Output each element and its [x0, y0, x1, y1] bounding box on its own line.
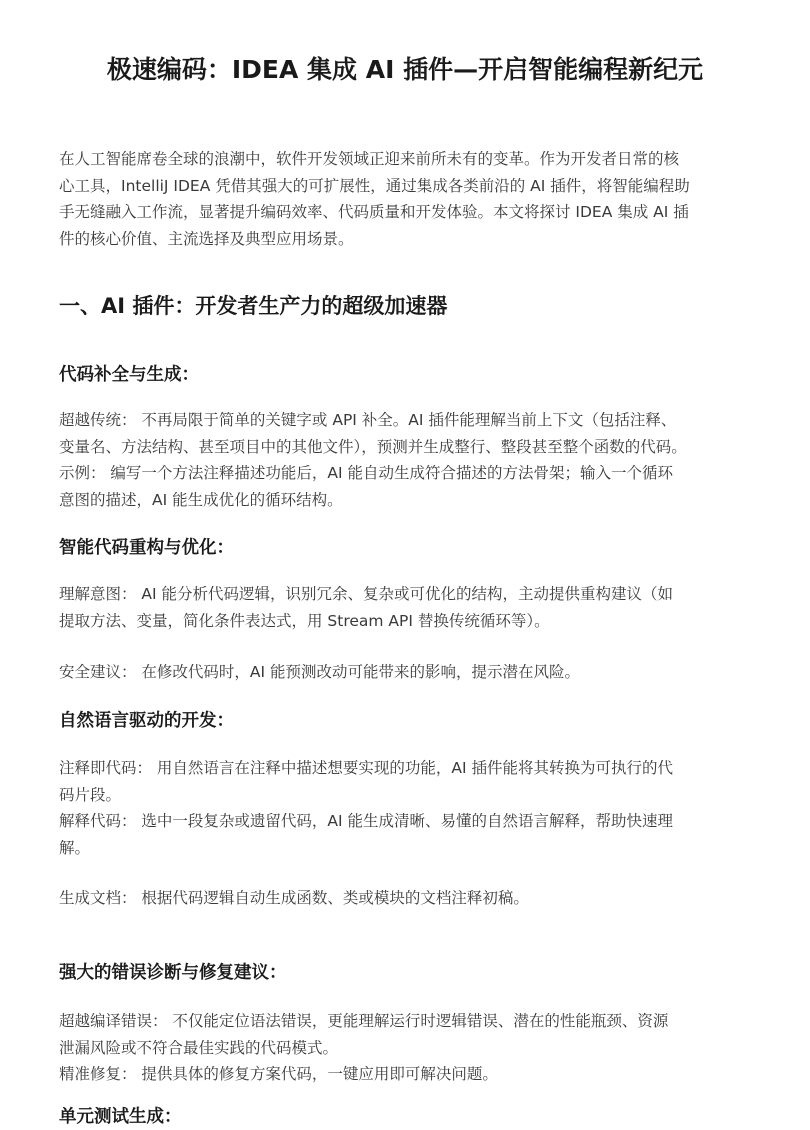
document-title: 极速编码：IDEA 集成 AI 插件—开启智能编程新纪元 [106, 55, 704, 84]
text-line: 变量名、方法结构、甚至项目中的其他文件），预测并生成整行、整段甚至整个函数的代码。 [59, 437, 687, 456]
text-line: 安全建议： 在修改代码时，AI 能预测改动可能带来的影响，提示潜在风险。 [59, 663, 581, 681]
text-line: 示例： 编写一个方法注释描述功能后，AI 能自动生成符合描述的方法骨架；输入一个循环 [59, 464, 674, 482]
text-line: 手无缝融入工作流，显著提升编码效率、代码质量和开发体验。本文将探讨 IDEA 集成 AI 插 [59, 203, 689, 221]
text-line: 超越传统： 不再局限于简单的关键字或 API 补全。AI 插件能理解当前上下文（包括注释、 [59, 411, 677, 429]
text-line: 泄漏风险或不符合最佳实践的代码模式。 [59, 1038, 339, 1057]
text-line: 解。 [59, 838, 91, 857]
refactor-paragraph-1 [59, 581, 753, 634]
text-line: 件的核心价值、主流选择及典型应用场景。 [59, 229, 354, 248]
subheading-diagnosis: 强大的错误诊断与修复建议： [59, 963, 287, 983]
text-line: 意图的描述，AI 能生成优化的循环结构。 [59, 490, 343, 509]
nl-dev-paragraph-2 [59, 885, 753, 912]
subheading-unit-test: 单元测试生成： [59, 1107, 182, 1127]
refactor-paragraph-2 [59, 659, 753, 686]
subheading-code-completion: 代码补全与生成： [59, 365, 199, 385]
text-line: 解释代码： 选中一段复杂或遗留代码，AI 能生成清晰、易懂的自然语言解释，帮助快速理 [59, 812, 674, 830]
text-line: 注释即代码： 用自然语言在注释中描述想要实现的功能，AI 插件能将其转换为可执行的代 [59, 759, 674, 777]
text-line: 精准修复： 提供具体的修复方案代码，一键应用即可解决问题。 [59, 1065, 498, 1083]
text-line: 在人工智能席卷全球的浪潮中，软件开发领域正迎来前所未有的变革。作为开发者日常的核 [59, 150, 680, 168]
diagnosis-paragraph [59, 1008, 753, 1088]
text-line: 超越编译错误： 不仅能定位语法错误，更能理解运行时逻辑错误、潜在的性能瓶颈、资源 [59, 1012, 669, 1030]
intro-paragraph [59, 146, 753, 252]
text-line: 生成文档： 根据代码逻辑自动生成函数、类或模块的文档注释初稿。 [59, 889, 529, 907]
subheading-refactor: 智能代码重构与优化： [59, 538, 234, 558]
code-completion-paragraph [59, 407, 753, 513]
section-heading-ai-plugins: 一、AI 插件：开发者生产力的超级加速器 [59, 294, 448, 318]
text-line: 码片段。 [59, 785, 122, 804]
text-line: 提取方法、变量，简化条件表达式，用 Stream API 替换传统循环等）。 [59, 611, 550, 630]
text-line: 心工具，IntelliJ IDEA 凭借其强大的可扩展性，通过集成各类前沿的 AI 插件，将智能编程助 [59, 176, 690, 195]
subheading-nl-dev: 自然语言驱动的开发： [59, 711, 234, 731]
nl-dev-paragraph-1 [59, 755, 753, 861]
text-line: 理解意图： AI 能分析代码逻辑，识别冗余、复杂或可优化的结构，主动提供重构建议（如 [59, 585, 674, 603]
